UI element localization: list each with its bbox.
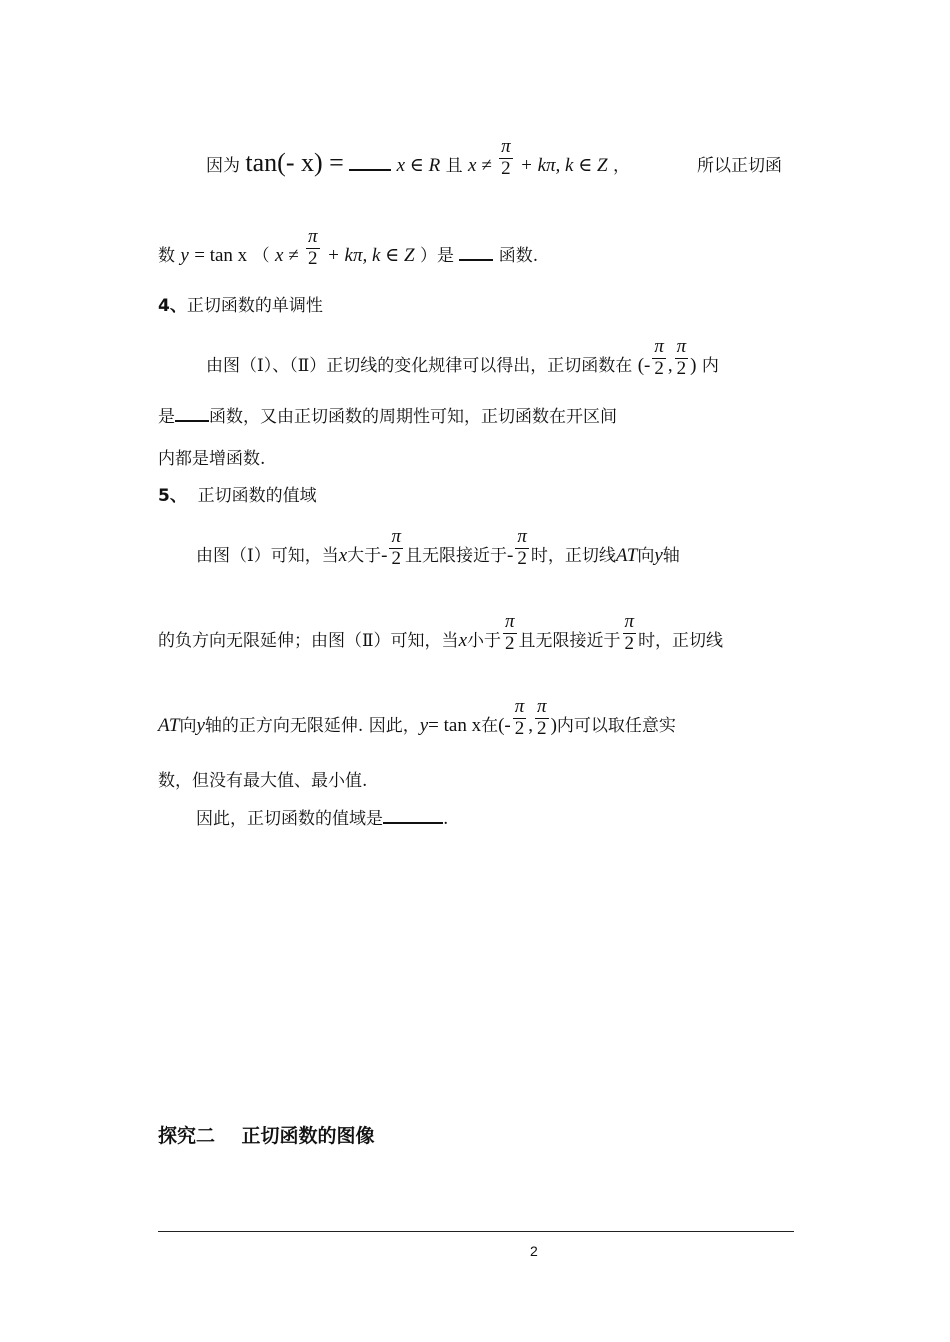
answer-blank-3[interactable] bbox=[175, 419, 209, 422]
section-title: 探究二 正切函数的图像 bbox=[158, 1125, 375, 1147]
fraction-pi-over-2: $\frac{\pi}{2}$ bbox=[501, 136, 511, 179]
text-open-paren: （ bbox=[252, 245, 270, 266]
fraction-pi-over-2: $\frac{\pi}{2}$ bbox=[391, 526, 402, 569]
para-monotonic-line1: 由图（Ⅰ）、（Ⅱ）正切线的变化规律可以得出，正切函数在 (- $\frac{\pi}{2}$ , $\frac{\pi}{2}$ ) 内 bbox=[206, 336, 719, 379]
para-range-line2: 的负方向无限延伸；由图（Ⅱ）可知，当x小于 $\frac{\pi}{2}$ 且无限接近于 $\frac{\pi}{2}$ 时，正切线 bbox=[158, 611, 724, 654]
expr-y: y bbox=[180, 244, 189, 266]
expr-x-neq: x ≠ bbox=[275, 244, 299, 266]
para-monotonic-line3: 内都是增函数. bbox=[158, 449, 266, 469]
heading-title: 正切函数的值域 bbox=[197, 486, 317, 506]
text-therefore-tan: 所以正切函 bbox=[697, 156, 782, 176]
footer-rule bbox=[158, 1231, 794, 1232]
para-range-conclusion: 因此，正切函数的值域是 . bbox=[196, 809, 449, 829]
expr-eq-tan-x: = tan x bbox=[194, 244, 248, 266]
text-and: 且 bbox=[445, 156, 463, 176]
text-comma: ， bbox=[613, 156, 631, 176]
fraction-pi-over-2: $\frac{\pi}{2}$ bbox=[654, 336, 664, 379]
heading-range bbox=[158, 488, 317, 505]
heading-number: 5、 bbox=[158, 486, 187, 506]
text-function: 函数. bbox=[498, 245, 539, 266]
text-monotonic: 由图（Ⅰ）、（Ⅱ）正切线的变化规律可以得出，正切函数在 bbox=[206, 355, 633, 376]
fraction-pi-over-2: $\frac{\pi}{2}$ bbox=[537, 696, 547, 739]
fraction-pi-over-2: $\frac{\pi}{2}$ bbox=[624, 611, 635, 654]
heading-monotonicity bbox=[158, 298, 323, 315]
fraction-pi-over-2: $\frac{\pi}{2}$ bbox=[505, 611, 515, 654]
para-tan-odd-line1 bbox=[206, 136, 631, 180]
text-close-is: ）是 bbox=[419, 245, 454, 266]
para-monotonic-line2: 是 函数，又由正切函数的周期性可知，正切函数在开区间 bbox=[158, 407, 617, 427]
expr-x-neq: x ≠ bbox=[468, 155, 492, 176]
expr-plus-kpi: + kπ, k ∈ Z bbox=[520, 155, 608, 176]
heading-number: 4、 bbox=[158, 296, 187, 316]
fraction-pi-over-2: $\frac{\pi}{2}$ bbox=[514, 696, 525, 739]
expr-tan-neg-x: tan(- x) = bbox=[245, 148, 344, 177]
text-because: 因为 bbox=[206, 156, 240, 176]
expr-x-in-r: x ∈ R bbox=[396, 155, 441, 176]
text-inside: 内 bbox=[701, 355, 719, 376]
para-range-line1: 由图（Ⅰ）可知，当x大于- $\frac{\pi}{2}$ 且无限接近于- $\frac{\pi}{2}$ 时，正切线AT向y轴 bbox=[196, 526, 680, 569]
page-number: 2 bbox=[530, 1243, 538, 1259]
heading-title: 正切函数的单调性 bbox=[186, 296, 323, 316]
answer-blank-2[interactable] bbox=[459, 258, 493, 261]
fraction-pi-over-2: $\frac{\pi}{2}$ bbox=[676, 336, 687, 379]
fraction-pi-over-2: $\frac{\pi}{2}$ bbox=[308, 226, 318, 269]
expr-plus-kpi: + kπ, k ∈ Z bbox=[326, 244, 415, 266]
para-tan-odd-line2 bbox=[158, 226, 539, 270]
answer-blank-4[interactable] bbox=[383, 821, 443, 824]
para-range-line4: 数，但没有最大值、最小值. bbox=[158, 771, 368, 791]
expr-open-interval: (- bbox=[637, 354, 651, 376]
fraction-pi-over-2: $\frac{\pi}{2}$ bbox=[517, 526, 527, 569]
para-range-line3: AT向y轴的正方向无限延伸. 因此，y= tan x在(- $\frac{\pi}{2}$ , $\frac{\pi}{2}$ )内可以取任意实 bbox=[158, 696, 676, 739]
text-shu: 数 bbox=[158, 245, 175, 266]
answer-blank-1[interactable] bbox=[349, 168, 391, 171]
